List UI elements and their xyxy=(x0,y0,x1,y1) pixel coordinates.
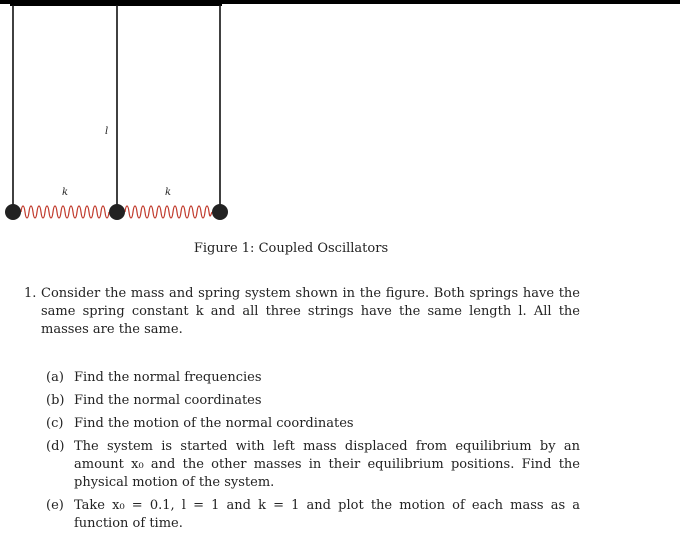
problem-number: 1. xyxy=(24,286,37,301)
part-text: Find the normal frequencies xyxy=(74,370,262,385)
coupled-oscillators-figure xyxy=(0,0,680,240)
part-text: Take x₀ = 0.1, l = 1 and k = 1 and plot the motion of each mass as a function of time. xyxy=(74,498,580,531)
part-label: (c) xyxy=(46,416,64,431)
problem-text: Consider the mass and spring system shown in the figure. Both springs have the same spring constant k and all three strings have the same length l. All the masses are the same. xyxy=(41,286,580,337)
mass-right xyxy=(212,204,228,220)
part-label: (e) xyxy=(46,498,64,513)
part-text: The system is started with left mass displaced from equilibrium by an amount x₀ and the other masses in their equilibrium positions. Find the physical motion of the system. xyxy=(74,439,580,490)
part-e xyxy=(46,497,580,533)
part-label: (d) xyxy=(46,439,65,454)
problem-parts xyxy=(46,369,580,533)
mass-middle xyxy=(109,204,125,220)
figure-caption: Figure 1: Coupled Oscillators xyxy=(193,241,389,256)
part-text: Find the motion of the normal coordinates xyxy=(74,416,354,431)
part-label: (b) xyxy=(46,393,65,408)
part-text: Find the normal coordinates xyxy=(74,393,262,408)
part-d xyxy=(46,438,580,492)
spring-right xyxy=(125,206,212,218)
problem-statement xyxy=(24,285,580,339)
mass-left xyxy=(5,204,21,220)
spring-left xyxy=(21,206,109,218)
spring-constant-label-left: k xyxy=(62,187,69,198)
part-b xyxy=(46,392,580,410)
part-label: (a) xyxy=(46,370,64,385)
part-c xyxy=(46,415,580,433)
spring-constant-label-right: k xyxy=(165,187,172,198)
string-length-label: l xyxy=(105,126,109,137)
part-a xyxy=(46,369,580,387)
